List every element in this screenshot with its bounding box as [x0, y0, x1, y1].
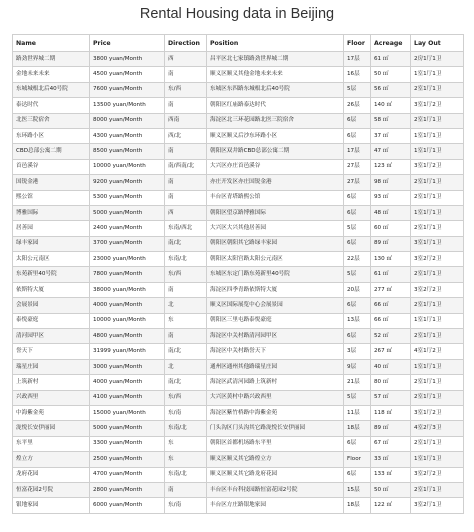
- table-row: [13, 252, 464, 267]
- cell-layout: 2室1厅1卫: [411, 175, 464, 190]
- cell-direction: 东/西: [165, 390, 207, 405]
- table-row: [13, 390, 464, 405]
- cell-floor: 5层: [344, 267, 371, 282]
- cell-layout: 1室1厅1卫: [411, 313, 464, 328]
- cell-floor: 17层: [344, 144, 371, 159]
- cell-name: 泷悦长安伊丽园: [13, 421, 90, 436]
- table-row: [13, 467, 464, 482]
- cell-acreage: 67 ㎡: [371, 436, 411, 451]
- cell-name: 路劲世界城二期: [13, 52, 90, 67]
- cell-acreage: 61 ㎡: [371, 52, 411, 67]
- header-row: [13, 35, 464, 52]
- cell-position: 海淀区武清河园路上筑新村: [207, 375, 344, 390]
- cell-floor: 5层: [344, 82, 371, 97]
- cell-layout: 4室1厅2卫: [411, 344, 464, 359]
- table-row: [13, 405, 464, 420]
- cell-name: 誉天下: [13, 344, 90, 359]
- table-row: [13, 452, 464, 467]
- cell-layout: 2室1厅1卫: [411, 482, 464, 497]
- cell-floor: 5层: [344, 390, 371, 405]
- table-row: [13, 329, 464, 344]
- cell-layout: 3室1厅1卫: [411, 236, 464, 251]
- cell-floor: 20层: [344, 282, 371, 297]
- cell-direction: 东/南: [165, 405, 207, 420]
- cell-price: 5300 yuan/Month: [90, 190, 165, 205]
- cell-position: 朝阳区朝阳其它路绿丰家园: [207, 236, 344, 251]
- header-layout: Lay Out: [411, 35, 464, 52]
- table-row: [13, 113, 464, 128]
- cell-layout: 1室1厅1卫: [411, 452, 464, 467]
- cell-acreage: 50 ㎡: [371, 67, 411, 82]
- cell-direction: 南/西南/北: [165, 159, 207, 174]
- cell-direction: 东南/北: [165, 421, 207, 436]
- cell-direction: 南/北: [165, 344, 207, 359]
- cell-floor: 6层: [344, 128, 371, 143]
- cell-price: 3000 yuan/Month: [90, 359, 165, 374]
- cell-acreage: 56 ㎡: [371, 82, 411, 97]
- table-row: [13, 236, 464, 251]
- cell-acreage: 93 ㎡: [371, 190, 411, 205]
- cell-floor: 6层: [344, 236, 371, 251]
- cell-direction: 南: [165, 329, 207, 344]
- cell-acreage: 50 ㎡: [371, 482, 411, 497]
- cell-floor: Floor: [344, 452, 371, 467]
- cell-price: 7600 yuan/Month: [90, 82, 165, 97]
- table-row: [13, 313, 464, 328]
- cell-name: 兴政西里: [13, 390, 90, 405]
- page-title: Rental Housing data in Beijing: [139, 6, 335, 22]
- cell-floor: 27层: [344, 159, 371, 174]
- cell-direction: 西/北: [165, 128, 207, 143]
- cell-acreage: 33 ㎡: [371, 452, 411, 467]
- cell-acreage: 277 ㎡: [371, 282, 411, 297]
- cell-position: 大兴区大兴其他居善园: [207, 221, 344, 236]
- cell-position: 海淀区紫竹桥路中海紫金苑: [207, 405, 344, 420]
- cell-layout: 3室1厅2卫: [411, 98, 464, 113]
- cell-acreage: 122 ㎡: [371, 498, 411, 513]
- table-row: [13, 221, 464, 236]
- cell-acreage: 140 ㎡: [371, 98, 411, 113]
- table-row: [13, 175, 464, 190]
- cell-name: 会展景园: [13, 298, 90, 313]
- table-row: [13, 344, 464, 359]
- cell-floor: 6层: [344, 467, 371, 482]
- cell-layout: 2室1厅1卫: [411, 190, 464, 205]
- cell-price: 10000 yuan/Month: [90, 159, 165, 174]
- cell-acreage: 267 ㎡: [371, 344, 411, 359]
- cell-price: 3800 yuan/Month: [90, 52, 165, 67]
- cell-direction: 东/西: [165, 267, 207, 282]
- cell-name: 绿丰家园: [13, 236, 90, 251]
- cell-price: 10000 yuan/Month: [90, 313, 165, 328]
- cell-direction: 东/西: [165, 82, 207, 97]
- cell-floor: 6层: [344, 298, 371, 313]
- cell-name: 龙府花园: [13, 467, 90, 482]
- cell-price: 3700 yuan/Month: [90, 236, 165, 251]
- cell-floor: 6层: [344, 113, 371, 128]
- cell-name: 国锐金港: [13, 175, 90, 190]
- table-body: [13, 52, 464, 514]
- cell-direction: 东: [165, 436, 207, 451]
- cell-position: 顺义区顺义其他金地未来未来: [207, 67, 344, 82]
- cell-price: 13500 yuan/Month: [90, 98, 165, 113]
- cell-price: 2500 yuan/Month: [90, 452, 165, 467]
- cell-name: 东环路小区: [13, 128, 90, 143]
- cell-price: 2800 yuan/Month: [90, 482, 165, 497]
- table-row: [13, 282, 464, 297]
- cell-direction: 东/南: [165, 498, 207, 513]
- cell-floor: 6层: [344, 329, 371, 344]
- table-row: [13, 482, 464, 497]
- cell-acreage: 80 ㎡: [371, 375, 411, 390]
- cell-layout: 1室1厅1卫: [411, 67, 464, 82]
- cell-position: 海淀区中关村路誉天下: [207, 344, 344, 359]
- cell-name: 居善园: [13, 221, 90, 236]
- cell-position: 朝阳区三里屯路泰悦豪庭: [207, 313, 344, 328]
- cell-acreage: 98 ㎡: [371, 175, 411, 190]
- cell-direction: 东南/西北: [165, 221, 207, 236]
- cell-position: 顺义区顺义后沙东环路小区: [207, 128, 344, 143]
- cell-position: 丰台区丰台科技园路恒富花园2号院: [207, 482, 344, 497]
- cell-position: 海淀区北三环花园路北医三院宿舍: [207, 113, 344, 128]
- cell-layout: 2室1厅1卫: [411, 113, 464, 128]
- cell-price: 38000 yuan/Month: [90, 282, 165, 297]
- cell-layout: 3室2厅2卫: [411, 252, 464, 267]
- cell-direction: 南: [165, 482, 207, 497]
- cell-floor: 18层: [344, 421, 371, 436]
- cell-acreage: 40 ㎡: [371, 359, 411, 374]
- cell-position: 朝阳区首都机场路东平里: [207, 436, 344, 451]
- cell-position: 海淀区中关村路清河园甲区: [207, 329, 344, 344]
- cell-position: 朝阳区红庙路泰达时代: [207, 98, 344, 113]
- cell-name: 恒富花园2号院: [13, 482, 90, 497]
- cell-direction: 北: [165, 359, 207, 374]
- header-position: Position: [207, 35, 344, 52]
- cell-floor: 15层: [344, 482, 371, 497]
- table-row: [13, 190, 464, 205]
- cell-direction: 南: [165, 190, 207, 205]
- cell-acreage: 118 ㎡: [371, 405, 411, 420]
- cell-price: 2400 yuan/Month: [90, 221, 165, 236]
- cell-direction: 南/北: [165, 236, 207, 251]
- cell-floor: 3层: [344, 344, 371, 359]
- table-row: [13, 144, 464, 159]
- table-row: [13, 436, 464, 451]
- cell-name: 瑞星庄园: [13, 359, 90, 374]
- cell-price: 8500 yuan/Month: [90, 144, 165, 159]
- cell-name: CBD总部公寓二期: [13, 144, 90, 159]
- cell-layout: 2室1厅1卫: [411, 375, 464, 390]
- cell-position: 顺义区国际展览中心会展景园: [207, 298, 344, 313]
- cell-price: 8000 yuan/Month: [90, 113, 165, 128]
- table-row: [13, 498, 464, 513]
- table-row: [13, 421, 464, 436]
- cell-direction: 西: [165, 52, 207, 67]
- cell-price: 31999 yuan/Month: [90, 344, 165, 359]
- cell-direction: 南: [165, 144, 207, 159]
- table-container: [12, 34, 463, 514]
- cell-layout: 4室2厅3卫: [411, 421, 464, 436]
- cell-acreage: 123 ㎡: [371, 159, 411, 174]
- cell-acreage: 60 ㎡: [371, 221, 411, 236]
- cell-name: 金地未来未来: [13, 67, 90, 82]
- cell-position: 丰台区方庄路银地家园: [207, 498, 344, 513]
- cell-floor: 21层: [344, 375, 371, 390]
- cell-position: 朝阳区双井路CBD总部公寓二期: [207, 144, 344, 159]
- cell-acreage: 37 ㎡: [371, 128, 411, 143]
- table-row: [13, 98, 464, 113]
- cell-name: 博雅国际: [13, 205, 90, 220]
- cell-layout: 3室1厅2卫: [411, 159, 464, 174]
- cell-direction: 东南/北: [165, 467, 207, 482]
- cell-layout: 2室1厅1卫: [411, 82, 464, 97]
- cell-layout: 2室1厅1卫: [411, 298, 464, 313]
- cell-layout: 2室1厅1卫: [411, 436, 464, 451]
- table-row: [13, 375, 464, 390]
- cell-position: 大兴区黄村中路兴政西里: [207, 390, 344, 405]
- cell-position: 门头沟区门头沟其它路泷悦长安伊丽园: [207, 421, 344, 436]
- cell-direction: 南: [165, 175, 207, 190]
- cell-floor: 11层: [344, 405, 371, 420]
- header-floor: Floor: [344, 35, 371, 52]
- cell-name: 中海紫金苑: [13, 405, 90, 420]
- cell-position: 东城区东定门路东苑新里40号院: [207, 267, 344, 282]
- cell-position: 朝阳区望京路博雅国际: [207, 205, 344, 220]
- header-direction: Direction: [165, 35, 207, 52]
- cell-acreage: 133 ㎡: [371, 467, 411, 482]
- cell-floor: 5层: [344, 221, 371, 236]
- cell-acreage: 89 ㎡: [371, 236, 411, 251]
- cell-name: 东苑新里40号院: [13, 267, 90, 282]
- cell-name: 上筑新村: [13, 375, 90, 390]
- cell-direction: 南: [165, 98, 207, 113]
- cell-floor: 22层: [344, 252, 371, 267]
- cell-acreage: 61 ㎡: [371, 267, 411, 282]
- cell-price: 4000 yuan/Month: [90, 375, 165, 390]
- cell-price: 15000 yuan/Month: [90, 405, 165, 420]
- cell-direction: 东: [165, 452, 207, 467]
- cell-floor: 27层: [344, 175, 371, 190]
- cell-name: 东城城根北后40号院: [13, 82, 90, 97]
- cell-direction: 东南/北: [165, 252, 207, 267]
- cell-floor: 6层: [344, 190, 371, 205]
- cell-layout: 2室1厅1卫: [411, 329, 464, 344]
- rental-table: [12, 34, 464, 514]
- cell-layout: 1室1厅1卫: [411, 144, 464, 159]
- header-price: Price: [90, 35, 165, 52]
- cell-layout: 2房1厅1卫: [411, 52, 464, 67]
- cell-layout: 1室1厅1卫: [411, 128, 464, 143]
- cell-position: 朝阳区太阳宫路太阳公元南区: [207, 252, 344, 267]
- cell-direction: 西: [165, 205, 207, 220]
- cell-price: 7800 yuan/Month: [90, 267, 165, 282]
- header-name: Name: [13, 35, 90, 52]
- cell-layout: 3室2厅2卫: [411, 282, 464, 297]
- cell-direction: 东: [165, 313, 207, 328]
- cell-position: 亦庄开发区亦庄国锐金港: [207, 175, 344, 190]
- cell-floor: 6层: [344, 205, 371, 220]
- cell-price: 5000 yuan/Month: [90, 421, 165, 436]
- table-row: [13, 159, 464, 174]
- cell-name: 东平里: [13, 436, 90, 451]
- cell-direction: 南/北: [165, 375, 207, 390]
- cell-price: 3300 yuan/Month: [90, 436, 165, 451]
- cell-layout: 1室1厅1卫: [411, 359, 464, 374]
- cell-name: 太阳公元南区: [13, 252, 90, 267]
- cell-name: 煌立方: [13, 452, 90, 467]
- cell-name: 清河园甲区: [13, 329, 90, 344]
- cell-position: 海淀区四季青路依斯特大厦: [207, 282, 344, 297]
- cell-price: 9200 yuan/Month: [90, 175, 165, 190]
- cell-position: 丰台区青塔路熙公馆: [207, 190, 344, 205]
- cell-floor: 18层: [344, 498, 371, 513]
- cell-price: 4800 yuan/Month: [90, 329, 165, 344]
- cell-price: 4300 yuan/Month: [90, 128, 165, 143]
- table-row: [13, 82, 464, 97]
- cell-position: 顺义区顺义其它路龙府花园: [207, 467, 344, 482]
- cell-acreage: 58 ㎡: [371, 113, 411, 128]
- cell-position: 昌平区北七家镇路劲世界城二期: [207, 52, 344, 67]
- cell-name: 熙公馆: [13, 190, 90, 205]
- cell-layout: 2室1厅1卫: [411, 390, 464, 405]
- table-row: [13, 298, 464, 313]
- cell-floor: 16层: [344, 67, 371, 82]
- cell-name: 银地家园: [13, 498, 90, 513]
- cell-direction: 北: [165, 298, 207, 313]
- cell-direction: 南: [165, 282, 207, 297]
- cell-price: 23000 yuan/Month: [90, 252, 165, 267]
- cell-name: 北医三院宿舍: [13, 113, 90, 128]
- cell-layout: 2室1厅1卫: [411, 267, 464, 282]
- cell-name: 泰悦豪庭: [13, 313, 90, 328]
- cell-floor: 6层: [344, 436, 371, 451]
- cell-position: 东城区东四路东城根北后40号院: [207, 82, 344, 97]
- cell-name: 首邑溪谷: [13, 159, 90, 174]
- cell-position: 顺义区顺义其它路煌立方: [207, 452, 344, 467]
- cell-price: 4100 yuan/Month: [90, 390, 165, 405]
- cell-acreage: 47 ㎡: [371, 144, 411, 159]
- cell-acreage: 57 ㎡: [371, 390, 411, 405]
- cell-layout: 2室1厅1卫: [411, 221, 464, 236]
- cell-floor: 13层: [344, 313, 371, 328]
- table-row: [13, 67, 464, 82]
- cell-name: 泰达时代: [13, 98, 90, 113]
- cell-direction: 西南: [165, 113, 207, 128]
- cell-acreage: 130 ㎡: [371, 252, 411, 267]
- cell-price: 6000 yuan/Month: [90, 498, 165, 513]
- table-row: [13, 52, 464, 67]
- cell-layout: 3室2厅1卫: [411, 498, 464, 513]
- cell-acreage: 89 ㎡: [371, 421, 411, 436]
- cell-price: 4000 yuan/Month: [90, 298, 165, 313]
- cell-position: 大兴区亦庄首邑溪谷: [207, 159, 344, 174]
- cell-name: 依斯特大厦: [13, 282, 90, 297]
- header-acreage: Acreage: [371, 35, 411, 52]
- cell-acreage: 66 ㎡: [371, 313, 411, 328]
- cell-position: 通州区通州其他路瑞星庄园: [207, 359, 344, 374]
- cell-floor: 9层: [344, 359, 371, 374]
- cell-floor: 26层: [344, 98, 371, 113]
- table-row: [13, 359, 464, 374]
- cell-floor: 17层: [344, 52, 371, 67]
- cell-price: 4500 yuan/Month: [90, 67, 165, 82]
- cell-layout: 3室1厅2卫: [411, 405, 464, 420]
- cell-layout: 1室1厅1卫: [411, 205, 464, 220]
- table-row: [13, 267, 464, 282]
- cell-price: 5000 yuan/Month: [90, 205, 165, 220]
- cell-acreage: 52 ㎡: [371, 329, 411, 344]
- table-row: [13, 128, 464, 143]
- table-row: [13, 205, 464, 220]
- cell-direction: 南: [165, 67, 207, 82]
- cell-layout: 3室2厅2卫: [411, 467, 464, 482]
- cell-price: 4700 yuan/Month: [90, 467, 165, 482]
- cell-acreage: 48 ㎡: [371, 205, 411, 220]
- cell-acreage: 66 ㎡: [371, 298, 411, 313]
